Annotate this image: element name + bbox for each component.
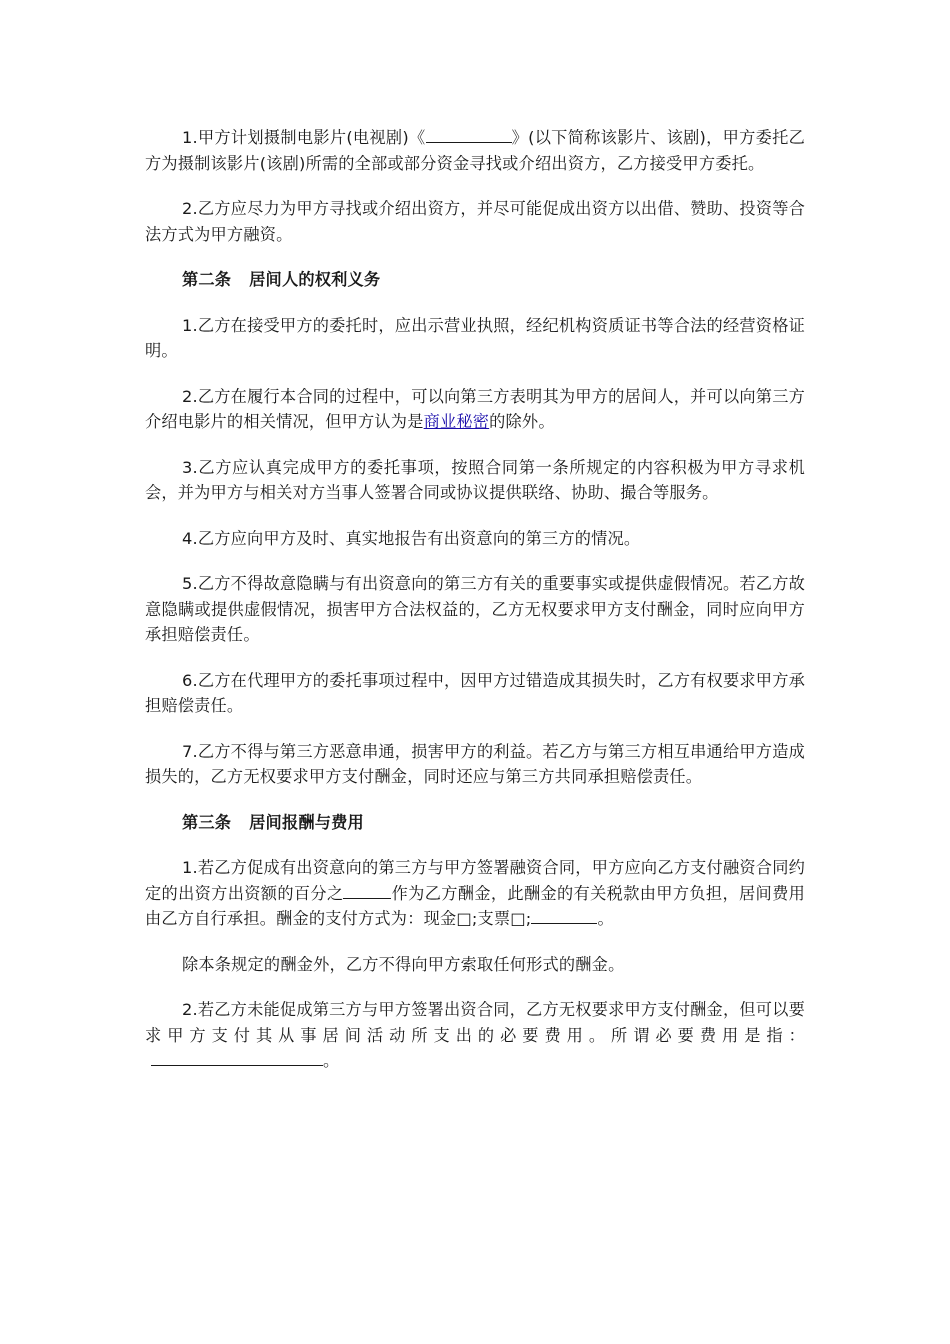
p3-1-text-after: 。	[597, 909, 614, 928]
article-3-number: 第三条	[182, 812, 232, 832]
paragraph-2-2	[145, 384, 805, 435]
film-title-blank[interactable]	[426, 125, 512, 143]
article-2-number: 第二条	[182, 270, 232, 289]
article-2-title: 居间人的权利义务	[249, 270, 381, 289]
percentage-blank[interactable]	[343, 881, 391, 899]
paragraph-1-2: 2.乙方应尽力为甲方寻找或介绍出资方，并尽可能促成出资方以出借、赞助、投资等合法方式为甲方融资。	[145, 199, 805, 244]
article-3-title: 居间报酬与费用	[249, 812, 364, 832]
trade-secret-link[interactable]: 商业秘密	[423, 412, 490, 431]
paragraph-2-5: 5.乙方不得故意隐瞒与有出资意向的第三方有关的重要事实或提供虚假情况。若乙方故意隐瞒或提供虚假情况，损害甲方合法权益的，乙方无权要求甲方支付酬金，同时应向甲方承担赔偿责任。	[145, 574, 805, 644]
document-page	[145, 125, 805, 1094]
p3-2-text-after: 。	[323, 1051, 340, 1070]
p1-text-before: 1.甲方计划摄制电影片(电视剧)《	[182, 128, 426, 147]
p3-1-text-before: 1.若乙方促成有出资意向的第三方与甲方签署融资合同，甲方应向乙方支付融资合同约定的出资方出资额的百分之	[145, 858, 805, 903]
paragraph-2-4: 4.乙方应向甲方及时、真实地报告有出资意向的第三方的情况。	[182, 528, 641, 548]
article-3-heading	[145, 810, 805, 836]
paragraph-2-6: 6.乙方在代理甲方的委托事项过程中，因甲方过错造成其损失时，乙方有权要求甲方承担赔偿责任。	[145, 670, 805, 715]
p3-1-text-middle: 作为乙方酬金，此酬金的有关税款由甲方负担，居间费用由乙方自行承担。酬金的支付方式为：现金□;支票□;	[145, 883, 805, 928]
paragraph-2-3: 3.乙方应认真完成甲方的委托事项，按照合同第一条所规定的内容积极为甲方寻求机会，并为甲方与相关对方当事人签署合同或协议提供联络、协助、撮合等服务。	[145, 457, 805, 502]
payment-method-blank[interactable]	[531, 906, 597, 924]
article-2-heading	[145, 267, 805, 293]
necessary-expenses-blank[interactable]	[151, 1048, 323, 1066]
paragraph-3-1	[145, 855, 805, 932]
paragraph-1-1	[145, 125, 805, 176]
paragraph-3-2	[145, 997, 805, 1074]
p3-2-text-before: 2.若乙方未能促成第三方与甲方签署出资合同，乙方无权要求甲方支付酬金，但可以要求甲方支付其从事居间活动所支出的必要费用。所谓必要费用是指：	[145, 1000, 805, 1045]
p2-2-text-after: 的除外。	[489, 412, 555, 431]
paragraph-2-7: 7.乙方不得与第三方恶意串通，损害甲方的利益。若乙方与第三方相互串通给甲方造成损失的，乙方无权要求甲方支付酬金，同时还应与第三方共同承担赔偿责任。	[145, 741, 805, 786]
paragraph-3-1b: 除本条规定的酬金外，乙方不得向甲方索取任何形式的酬金。	[182, 954, 625, 974]
paragraph-2-1: 1.乙方在接受甲方的委托时，应出示营业执照，经纪机构资质证书等合法的经营资格证明。	[145, 315, 805, 360]
p1-text-after: 》(以下简称该影片、该剧)，甲方委托乙方为摄制该影片(该剧)所需的全部或部分资金寻找或介绍出资方，乙方接受甲方委托。	[145, 128, 805, 173]
p2-2-text-before: 2.乙方在履行本合同的过程中，可以向第三方表明其为甲方的居间人，并可以向第三方介绍电影片的相关情况，但甲方认为是	[145, 386, 805, 431]
